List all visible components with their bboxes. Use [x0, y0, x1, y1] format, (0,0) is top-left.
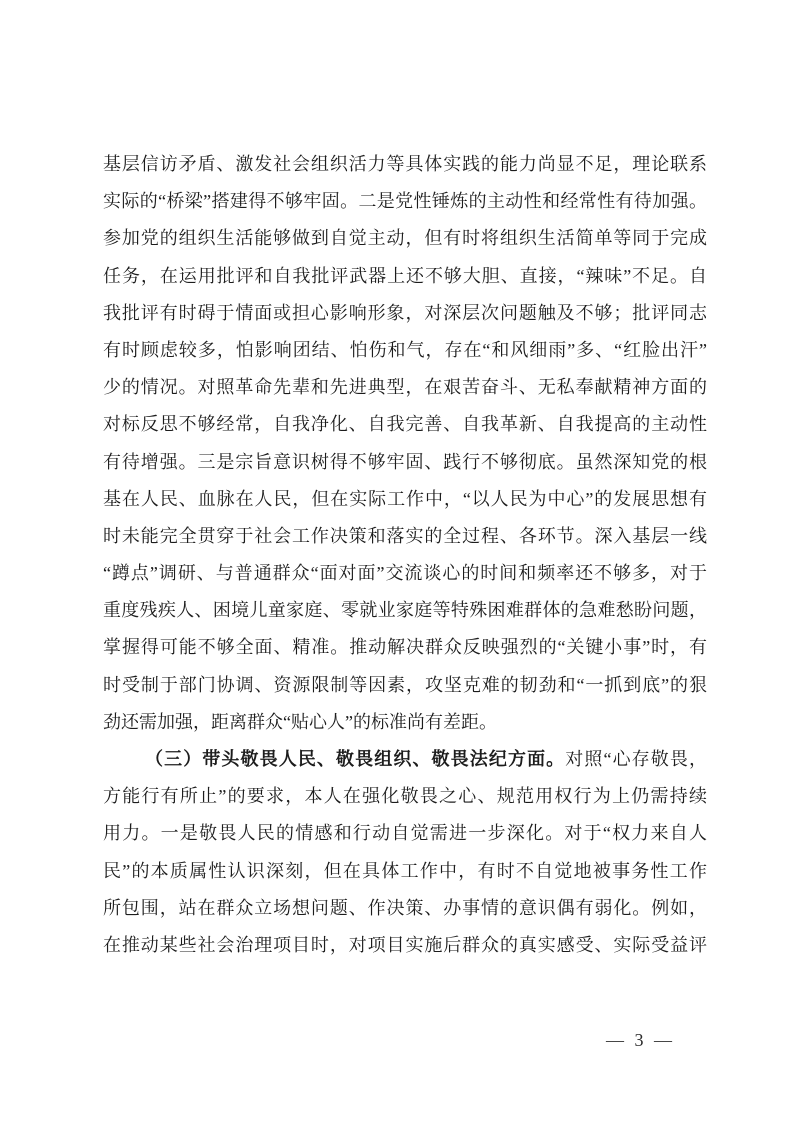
text-line: 基层信访矛盾、激发社会组织活力等具体实践的能力尚显不足，理论联系	[103, 154, 707, 174]
text-line: 我批评有时碍于情面或担心影响形象，对深层次问题触及不够；批评同志	[103, 302, 707, 323]
page-number: — 3 —	[606, 1030, 675, 1050]
text-line: 任务，在运用批评和自我批评武器上还不够大胆、直接，“辣味”不足。自	[103, 265, 707, 286]
section-heading-line	[103, 741, 707, 778]
page-body	[103, 146, 707, 964]
section-heading-tail: 对照“心存敬畏，	[565, 749, 707, 769]
text-line: 基在人民、血脉在人民，但在实际工作中，“以人民为中心”的发展思想有	[103, 488, 707, 509]
text-line: 对标反思不够经常，自我净化、自我完善、自我革新、自我提高的主动性	[103, 414, 707, 435]
text-line: 参加党的组织生活能够做到自觉主动，但有时将组织生活简单等同于完成	[103, 228, 707, 249]
text-line: 时受制于部门协调、资源限制等因素，攻坚克难的韧劲和“一抓到底”的狠	[103, 674, 707, 695]
text-line: 少的情况。对照革命先辈和先进典型，在艰苦奋斗、无私奉献精神方面的	[103, 377, 707, 398]
text-line: 用力。一是敬畏人民的情感和行动自觉需进一步深化。对于“权力来自人	[103, 823, 707, 844]
section-heading: （三）带头敬畏人民、敬畏组织、敬畏法纪方面。	[145, 749, 566, 769]
text-line: 实际的“桥梁”搭建得不够牢固。二是党性锤炼的主动性和经常性有待加强。	[103, 191, 707, 212]
text-line: 在推动某些社会治理项目时，对项目实施后群众的真实感受、实际受益评	[103, 934, 707, 955]
text-line: 所包围，站在群众立场想问题、作决策、办事情的意识偶有弱化。例如，	[103, 897, 707, 918]
text-line: 时未能完全贯穿于社会工作决策和落实的全过程、各环节。深入基层一线	[103, 525, 707, 546]
text-line: 掌握得可能不够全面、精准。推动解决群众反映强烈的“关键小事”时，有	[103, 637, 707, 658]
text-line: 有待增强。三是宗旨意识树得不够牢固、践行不够彻底。虽然深知党的根	[103, 451, 707, 472]
text-line: “蹲点”调研、与普通群众“面对面”交流谈心的时间和频率还不够多，对于	[103, 563, 707, 584]
text-line: 有时顾虑较多，怕影响团结、怕伤和气，存在“和风细雨”多、“红脸出汗”	[103, 339, 707, 360]
text-line: 劲还需加强，距离群众“贴心人”的标准尚有差距。	[103, 711, 497, 732]
text-line: 方能行有所止”的要求，本人在强化敬畏之心、规范用权行为上仍需持续	[103, 786, 707, 807]
text-line: 民”的本质属性认识深刻，但在具体工作中，有时不自觉地被事务性工作	[103, 860, 707, 881]
text-line: 重度残疾人、困境儿童家庭、零就业家庭等特殊困难群体的急难愁盼问题，	[103, 600, 707, 621]
